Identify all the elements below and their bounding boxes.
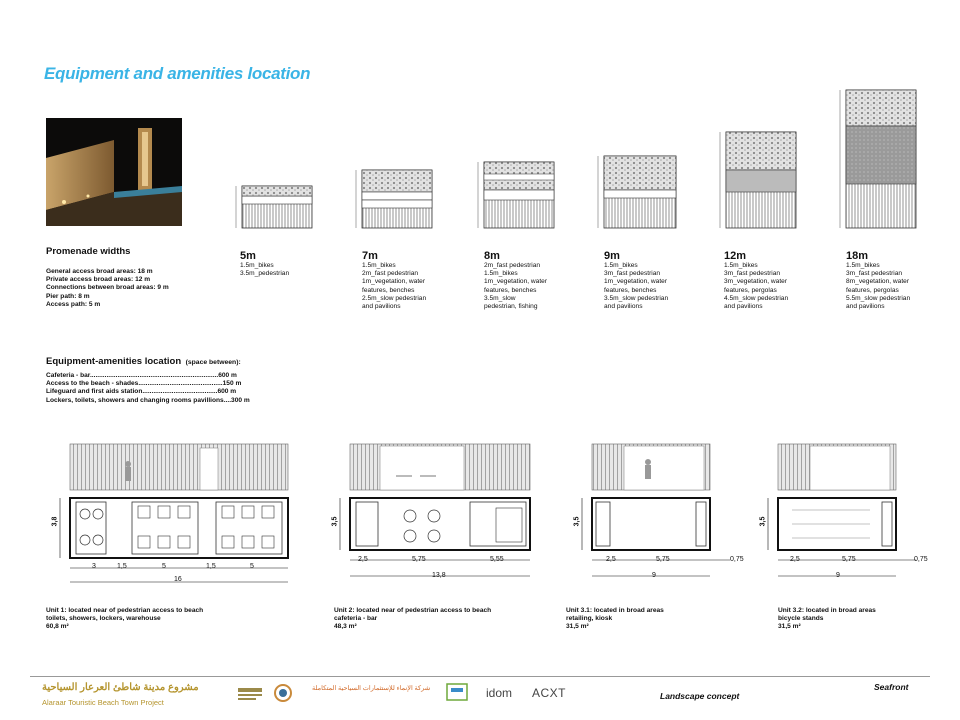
footer-divider bbox=[30, 676, 930, 677]
section-7m-drawing bbox=[356, 170, 432, 228]
acxt-logo: ACXT bbox=[532, 686, 567, 700]
section-12m-drawing bbox=[720, 132, 796, 228]
caption-line: 31,5 m² bbox=[778, 623, 801, 631]
desc-line: 1m_vegetation, water bbox=[604, 278, 668, 286]
desc-line: 3m_fast pedestrian bbox=[724, 270, 781, 278]
desc-line: 3.5m_slow bbox=[484, 294, 516, 302]
desc-line: 1.5m_bikes bbox=[484, 270, 518, 278]
desc-line: features, pergolas bbox=[724, 286, 777, 294]
desc-line: 8m_vegetation, water bbox=[846, 278, 910, 286]
authority-logo bbox=[236, 684, 272, 706]
section-width: 8m bbox=[484, 250, 500, 262]
desc-line: and pavilions bbox=[362, 303, 401, 311]
section-8m bbox=[484, 250, 594, 311]
unit32-dim: 5,75 bbox=[842, 556, 856, 563]
section-18m bbox=[846, 250, 956, 311]
promenade-line: Private access broad areas: 12 m bbox=[46, 276, 151, 284]
equipment-line: Cafeteria - bar......................................................................600 m bbox=[46, 372, 237, 379]
caption-line: Unit 3.2: located in broad areas bbox=[778, 607, 876, 614]
seafront-label: Seafront bbox=[874, 682, 909, 692]
unit31-dim: 0,75 bbox=[730, 556, 744, 563]
section-9m bbox=[604, 250, 714, 311]
desc-line: and pavilions bbox=[604, 303, 643, 311]
unit2-height-dim: 3,5 bbox=[331, 516, 339, 527]
section-desc bbox=[484, 262, 594, 311]
section-12m bbox=[724, 250, 834, 311]
desc-line: 1.5m_bikes bbox=[604, 262, 638, 269]
unit32-total: 9 bbox=[836, 572, 840, 579]
project-name-arabic: مشروع مدينة شاطئ العرعار السياحية bbox=[42, 682, 199, 693]
section-18m-drawing bbox=[840, 90, 916, 228]
unit1-dim: 1,5 bbox=[206, 563, 216, 570]
section-desc bbox=[240, 262, 350, 278]
caption-line: cafeteria - bar bbox=[334, 615, 378, 623]
equipment-line: Access to the beach - shades..............................................150 m bbox=[46, 380, 242, 388]
desc-line: and pavilions bbox=[846, 303, 885, 311]
equipment-subheading: (space between): bbox=[185, 359, 241, 366]
section-width: 5m bbox=[240, 250, 256, 262]
section-5m bbox=[240, 250, 350, 278]
green-logo-icon bbox=[446, 683, 468, 706]
desc-line: 3.5m_pedestrian bbox=[240, 270, 290, 278]
desc-line: 2m_fast pedestrian bbox=[362, 270, 419, 278]
section-desc bbox=[604, 262, 714, 311]
desc-line: 2m_fast pedestrian bbox=[484, 262, 541, 269]
unit-drawings bbox=[40, 436, 940, 596]
caption-line: retailing, kiosk bbox=[566, 615, 613, 623]
section-width: 12m bbox=[724, 250, 747, 262]
promenade-line: Connections between broad areas: 9 m bbox=[46, 284, 169, 292]
section-desc bbox=[724, 262, 834, 311]
caption-line: toilets, showers, lockers, warehouse bbox=[46, 615, 161, 623]
landscape-concept-label: Landscape concept bbox=[660, 691, 740, 701]
desc-line: 1.5m_bikes bbox=[362, 262, 396, 269]
caption-line: 48,3 m² bbox=[334, 623, 357, 631]
desc-line: 3m_fast pedestrian bbox=[846, 270, 903, 278]
desc-line: 3.5m_slow pedestrian bbox=[604, 294, 669, 302]
caption-line: Unit 1: located near of pedestrian access to beach bbox=[46, 607, 204, 614]
promenade-line: Access path: 5 m bbox=[46, 300, 101, 308]
caption-line: Unit 3.1: located in broad areas bbox=[566, 607, 664, 614]
unit2-caption bbox=[334, 607, 491, 632]
unit31-caption bbox=[566, 607, 664, 632]
desc-line: 4.5m_slow pedestrian bbox=[724, 294, 789, 302]
section-width: 18m bbox=[846, 250, 869, 262]
desc-line: 1.5m_bikes bbox=[846, 262, 880, 269]
unit2-dim: 2,5 bbox=[358, 556, 368, 563]
section-desc bbox=[362, 262, 472, 311]
desc-line: 1m_vegetation, water bbox=[362, 278, 426, 286]
project-name-english: Alaraar Touristic Beach Town Project bbox=[42, 698, 164, 707]
unit32-dim: 0,75 bbox=[914, 556, 928, 563]
caption-line: 31,5 m² bbox=[566, 623, 589, 631]
unit31-height-dim: 3,5 bbox=[573, 516, 581, 527]
caption-line: bicycle stands bbox=[778, 615, 824, 623]
promenade-list bbox=[46, 268, 169, 309]
unit1-dim: 5 bbox=[162, 563, 166, 570]
unit1-height-dim: 3,8 bbox=[51, 516, 59, 527]
section-5m-drawing bbox=[236, 186, 312, 228]
section-width: 7m bbox=[362, 250, 378, 262]
section-desc bbox=[846, 262, 956, 311]
circle-logo-icon bbox=[274, 684, 292, 707]
section-9m-drawing bbox=[598, 156, 676, 228]
desc-line: 3m_vegetation, water bbox=[724, 278, 788, 286]
unit32-caption bbox=[778, 607, 876, 632]
unit1-dim: 5 bbox=[250, 563, 254, 570]
desc-line: 1.5m_bikes bbox=[724, 262, 758, 269]
page-title: Equipment and amenities location bbox=[44, 64, 311, 83]
promenade-line: Pier path: 8 m bbox=[46, 292, 90, 300]
unit32-height-dim: 3,5 bbox=[759, 516, 767, 527]
night-photo bbox=[46, 118, 182, 226]
desc-line: 5.5m_slow pedestrian bbox=[846, 294, 911, 302]
desc-line: 1.5m_bikes bbox=[240, 262, 274, 269]
section-diagrams bbox=[230, 86, 930, 238]
promenade-line: General access broad areas: 18 m bbox=[46, 268, 153, 275]
desc-line: features, benches bbox=[604, 286, 657, 294]
unit31-dim: 5,75 bbox=[656, 556, 670, 563]
idom-logo: idom bbox=[486, 686, 513, 700]
equipment-heading: Equipment-amenities location bbox=[46, 356, 182, 367]
desc-line: features, benches bbox=[484, 286, 537, 294]
desc-line: 1m_vegetation, water bbox=[484, 278, 548, 286]
unit1-total: 16 bbox=[174, 576, 182, 583]
unit2-dim: 5,75 bbox=[412, 556, 426, 563]
unit1-caption bbox=[46, 607, 203, 632]
promenade-heading: Promenade widths bbox=[46, 246, 131, 257]
unit31-total: 9 bbox=[652, 572, 656, 579]
desc-line: 3m_fast pedestrian bbox=[604, 270, 661, 278]
equipment-line: Lockers, toilets, showers and changing rooms pavillions....300 m bbox=[46, 396, 250, 404]
equipment-list bbox=[46, 372, 250, 405]
desc-line: features, benches bbox=[362, 286, 415, 294]
unit2-total: 13,8 bbox=[432, 572, 446, 579]
unit32-dim: 2,5 bbox=[790, 556, 800, 563]
unit2-dim: 5,55 bbox=[490, 556, 504, 563]
equipment-heading-row bbox=[46, 351, 241, 369]
unit1-dim: 1,5 bbox=[117, 563, 127, 570]
equipment-line: Lifeguard and first aids station.........................................600 m bbox=[46, 388, 237, 396]
desc-line: 2.5m_slow pedestrian bbox=[362, 294, 427, 302]
company-name-arabic: شركة الإنماء للإستثمارات السياحية المتكاملة bbox=[312, 685, 431, 692]
desc-line: pedestrian, fishing bbox=[484, 303, 538, 311]
section-width: 9m bbox=[604, 250, 620, 262]
section-8m-drawing bbox=[478, 162, 554, 228]
caption-line: Unit 2: located near of pedestrian access to beach bbox=[334, 607, 492, 614]
unit1-dim: 3 bbox=[92, 563, 96, 570]
unit31-dim: 2,5 bbox=[606, 556, 616, 563]
desc-line: and pavilions bbox=[724, 303, 763, 311]
caption-line: 60,8 m² bbox=[46, 623, 69, 631]
section-7m bbox=[362, 250, 472, 311]
desc-line: features, pergolas bbox=[846, 286, 899, 294]
